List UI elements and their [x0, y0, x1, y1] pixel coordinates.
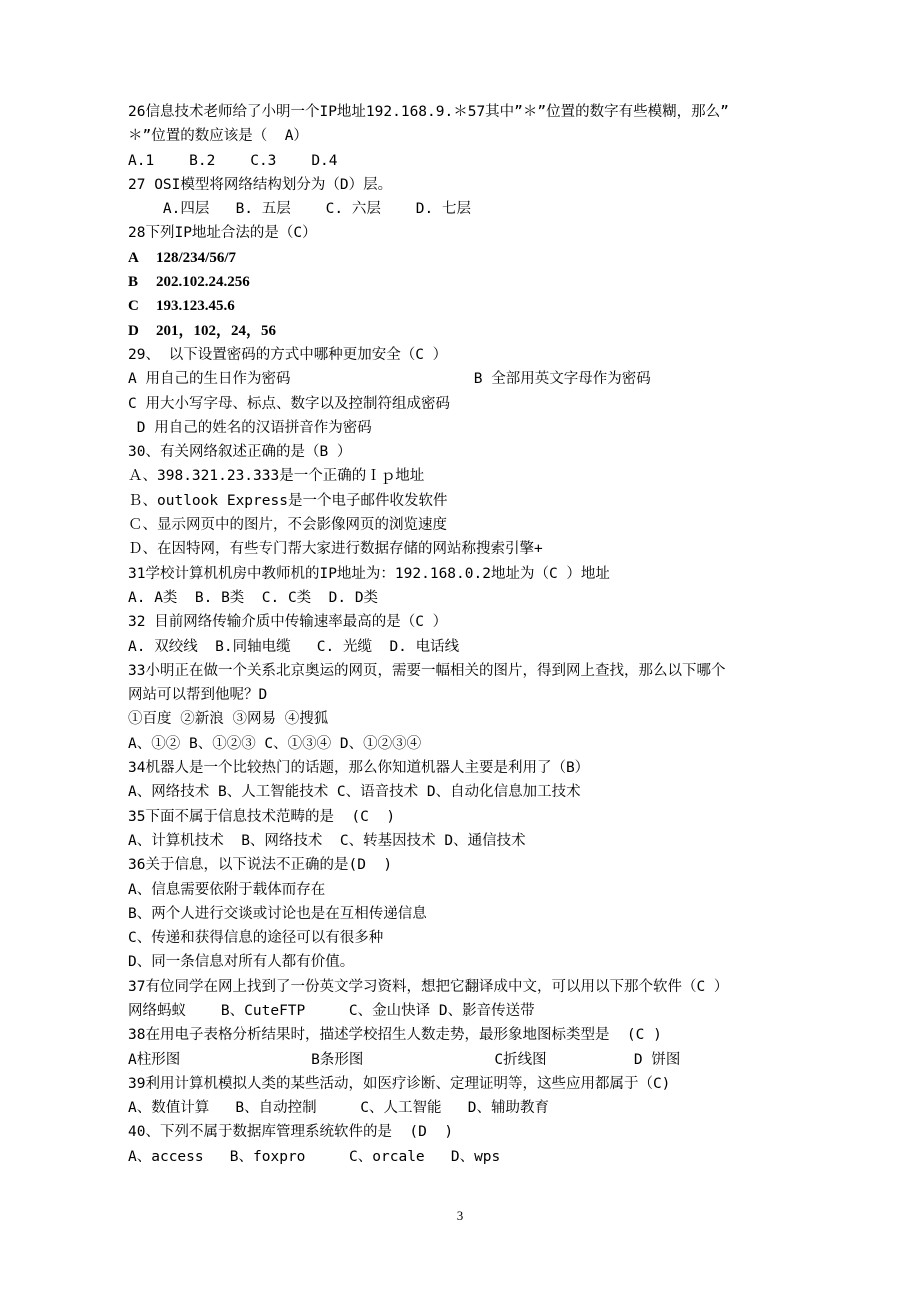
text-line: 网站可以帮到他呢？D [128, 687, 268, 704]
option-letter: C [128, 298, 139, 315]
text-line: Ｃ、显示网页中的图片，不会影像网页的浏览速度 [128, 517, 447, 534]
text-line: 26信息技术老师给了小明一个IP地址192.168.9.＊57其中”＊”位置的数字有些模糊，那么” [128, 104, 729, 120]
option-line-d [128, 319, 818, 343]
text-line: 网络蚂蚁 B、CuteFTP C、金山快译 D、影音传送带 [128, 1002, 535, 1019]
text-line: ＊”位置的数应该是（ A） [128, 128, 308, 145]
option-line-b [128, 270, 818, 294]
text-line: 33小明正在做一个关系北京奥运的网页，需要一幅相关的图片，得到网上查找，那么以下哪个 [128, 662, 726, 679]
text-line: 39利用计算机模拟人类的某些活动，如医疗诊断、定理证明等，这些应用都属于（C) [128, 1075, 671, 1092]
text-line: D 用自己的姓名的汉语拼音作为密码 [128, 419, 372, 436]
text-line: Ａ、398.321.23.333是一个正确的Ｉｐ地址 [128, 468, 425, 485]
text-line: 37有位同学在网上找到了一份英文学习资料，想把它翻译成中文，可以用以下那个软件（C ） [128, 978, 729, 995]
text-line: A、数值计算 B、自动控制 C、人工智能 D、辅助教育 [128, 1100, 549, 1117]
text-line: Ｂ、outlook Express是一个电子邮件收发软件 [128, 492, 448, 509]
text-line: C、传递和获得信息的途径可以有很多种 [128, 930, 384, 947]
text-line: 27 OSI模型将网络结构划分为（D）层。 [128, 176, 393, 193]
text-line: B、两个人进行交谈或讨论也是在互相传递信息 [128, 905, 427, 922]
text-line: A. 双绞线 B.同轴电缆 C. 光缆 D. 电话线 [128, 638, 460, 655]
text-line: 28下列IP地址合法的是（C） [128, 225, 317, 242]
option-letter: B [128, 274, 139, 291]
text-line: A.四层 B. 五层 C. 六层 D. 七层 [128, 201, 471, 218]
text-line: 32 目前网络传输介质中传输速率最高的是（C ） [128, 614, 448, 631]
text-line: A柱形图 B条形图 C折线图 D 饼图 [128, 1051, 681, 1068]
text-line: A、信息需要依附于载体而存在 [128, 881, 326, 898]
text-line: A、网络技术 B、人工智能技术 C、语音技术 D、自动化信息加工技术 [128, 784, 581, 801]
text-line: A 用自己的生日作为密码 B 全部用英文字母作为密码 [128, 371, 651, 388]
option-text: 193.123.45.6 [156, 298, 235, 315]
text-line: 34机器人是一个比较热门的话题，那么你知道机器人主要是利用了（B） [128, 760, 590, 777]
text-line: A. A类 B. B类 C. C类 D. D类 [128, 589, 379, 606]
text-line: A.1 B.2 C.3 D.4 [128, 152, 338, 169]
text-line: C 用大小写字母、标点、数字以及控制符组成密码 [128, 395, 450, 412]
option-line-a [128, 246, 818, 270]
text-line: A、①② B、①②③ C、①③④ D、①②③④ [128, 735, 422, 752]
option-line-c [128, 294, 818, 318]
option-text: 202.102.24.256 [156, 274, 250, 291]
text-line: D、同一条信息对所有人都有价值。 [128, 954, 355, 971]
option-letter: A [128, 249, 139, 266]
option-letter: D [128, 322, 139, 339]
page-content [128, 100, 818, 1169]
option-text: 128/234/56/7 [156, 249, 237, 266]
text-line: 31学校计算机机房中教师机的IP地址为：192.168.0.2地址为（C ）地址 [128, 565, 610, 582]
text-line: 38在用电子表格分析结果时，描述学校招生人数走势，最形象地图标类型是 (C ) [128, 1027, 662, 1044]
text-line: Ｄ、在因特网，有些专门帮大家进行数据存储的网站称搜索引擎+ [128, 541, 543, 558]
text-line: 35下面不属于信息技术范畴的是 (C ) [128, 808, 396, 825]
text-line: 40、下列不属于数据库管理系统软件的是 (D ) [128, 1124, 454, 1141]
page-number: 3 [456, 1208, 464, 1223]
text-line: 36关于信息，以下说法不正确的是(D ) [128, 857, 393, 874]
text-line: A、计算机技术 B、网络技术 C、转基因技术 D、通信技术 [128, 832, 526, 849]
text-line: ①百度 ②新浪 ③网易 ④搜狐 [128, 711, 329, 728]
option-text: 201，102，24，56 [156, 322, 277, 339]
text-line: 29、 以下设置密码的方式中哪种更加安全（C ） [128, 346, 448, 363]
text-line: 30、有关网络叙述正确的是（B ） [128, 444, 352, 461]
text-line: A、access B、foxpro C、orcale D、wps [128, 1148, 501, 1165]
